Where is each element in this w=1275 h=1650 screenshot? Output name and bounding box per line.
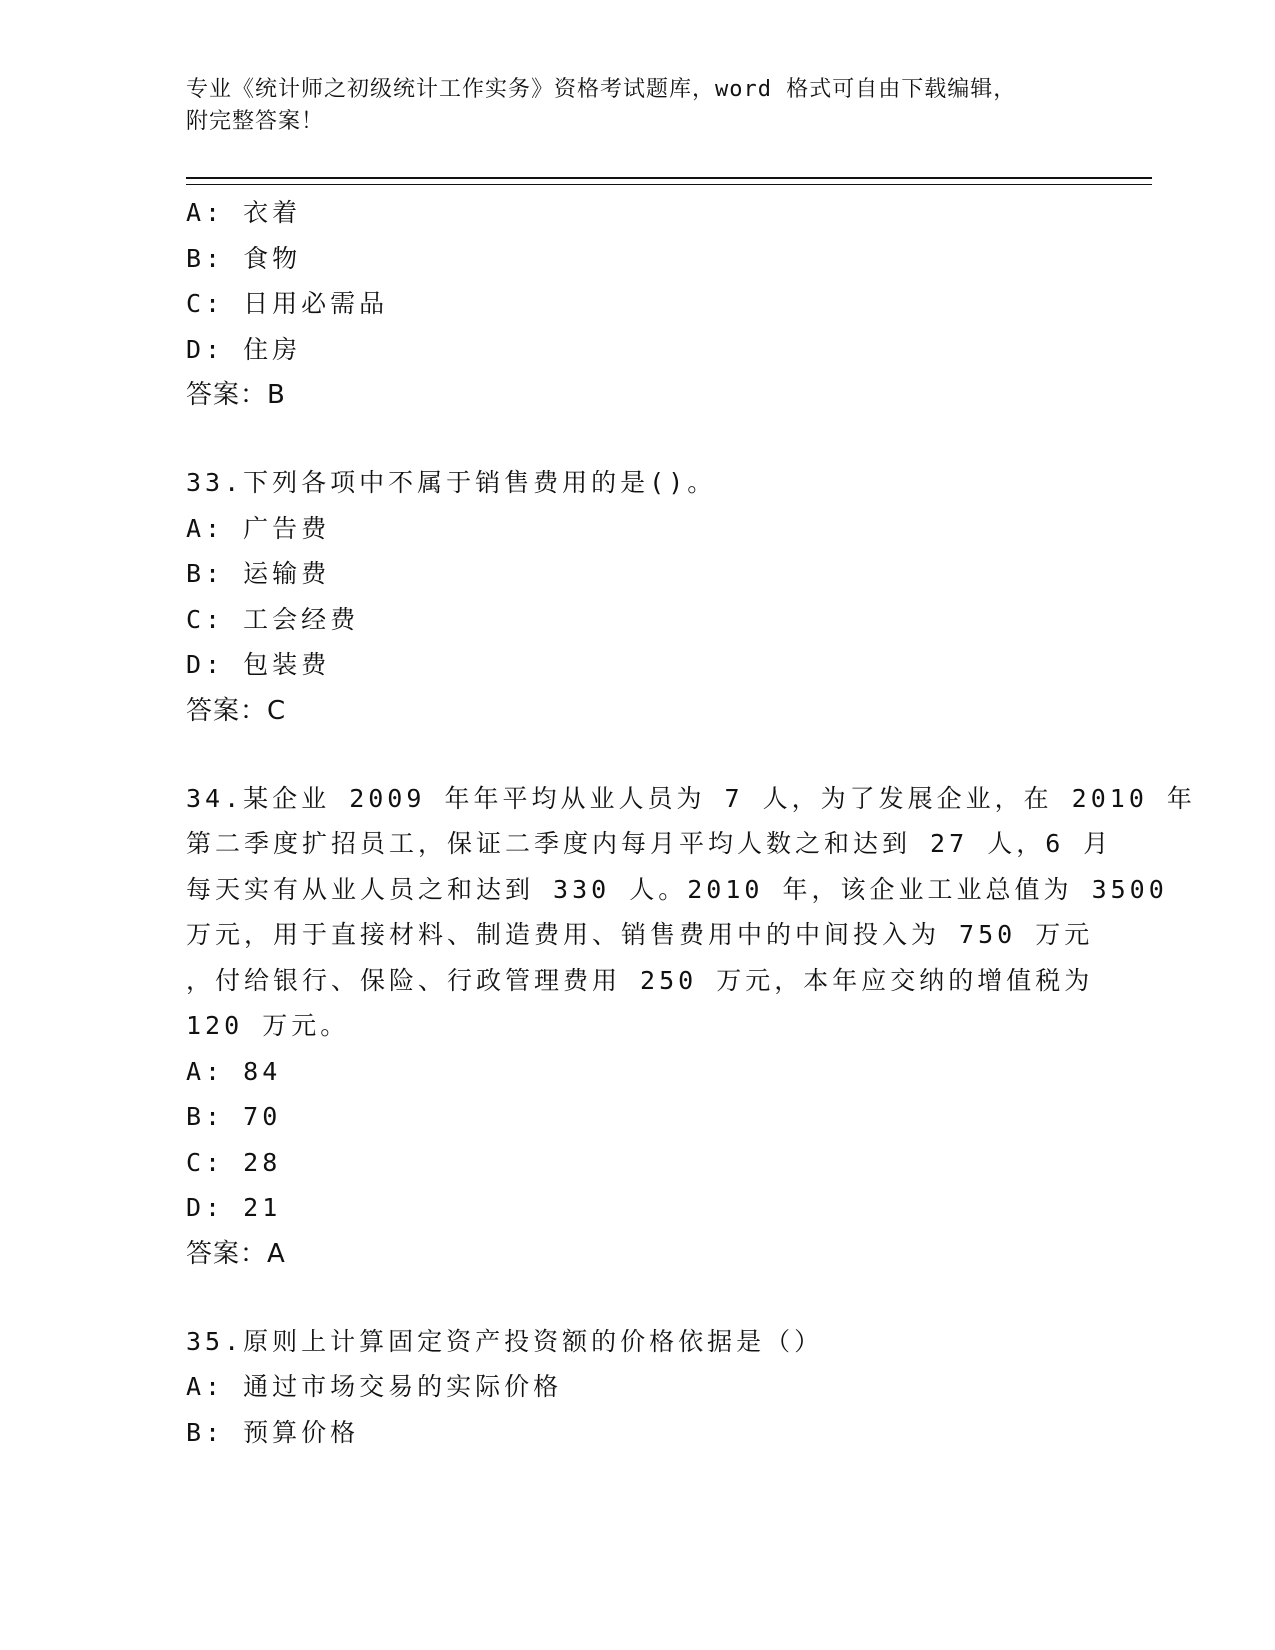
option-c: C: 日用必需品	[186, 289, 389, 318]
question-spacer	[186, 418, 1086, 460]
question-stem-line: 万元，用于直接材料、制造费用、销售费用中的中间投入为 750 万元	[186, 920, 1094, 949]
header-line-2: 附完整答案！	[186, 109, 325, 134]
question-list	[186, 190, 1196, 1455]
option-a: A: 广告费	[186, 513, 331, 543]
answer: 答案：B	[186, 380, 286, 410]
option-d: D: 21	[186, 1193, 282, 1222]
document-header	[186, 74, 1086, 138]
option-a: A: 84	[186, 1056, 282, 1086]
option-d: D: 包装费	[186, 650, 331, 679]
option-b: B: 70	[186, 1102, 282, 1131]
option-b: B: 预算价格	[186, 1417, 360, 1447]
question-spacer	[186, 734, 1086, 776]
option-b: B: 食物	[186, 243, 302, 273]
question-33	[186, 460, 1086, 734]
header-divider	[186, 177, 1152, 185]
answer: 答案：C	[186, 695, 287, 726]
option-c: C: 工会经费	[186, 604, 360, 634]
header-line-1: 专业《统计师之初级统计工作实务》资格考试题库，word 格式可自由下载编辑，	[186, 77, 1017, 102]
question-stem-line: 每天实有从业人员之和达到 330 人。2010 年，该企业工业总值为 3500	[186, 874, 1168, 904]
question-32-continued	[186, 190, 1086, 418]
question-34	[186, 776, 1196, 1277]
question-stem-line: ，付给银行、保险、行政管理费用 250 万元，本年应交纳的增值税为	[186, 965, 1094, 995]
question-stem: 33.下列各项中不属于销售费用的是()。	[186, 468, 717, 497]
question-stem-line: 第二季度扩招员工，保证二季度内每月平均人数之和达到 27 人，6 月	[186, 829, 1113, 858]
option-c: C: 28	[186, 1147, 282, 1177]
question-stem-line: 120 万元。	[186, 1011, 350, 1040]
option-d: D: 住房	[186, 334, 302, 364]
option-a: A: 通过市场交易的实际价格	[186, 1372, 563, 1401]
question-stem: 35.原则上计算固定资产投资额的价格依据是（）	[186, 1326, 824, 1356]
question-35	[186, 1319, 1086, 1456]
question-spacer	[186, 1277, 1086, 1319]
option-a: A: 衣着	[186, 198, 302, 227]
option-b: B: 运输费	[186, 559, 331, 588]
answer: 答案：A	[186, 1238, 286, 1269]
question-stem	[186, 776, 1196, 1049]
question-stem-line: 34.某企业 2009 年年平均从业人员为 7 人，为了发展企业，在 2010 年	[186, 783, 1196, 813]
